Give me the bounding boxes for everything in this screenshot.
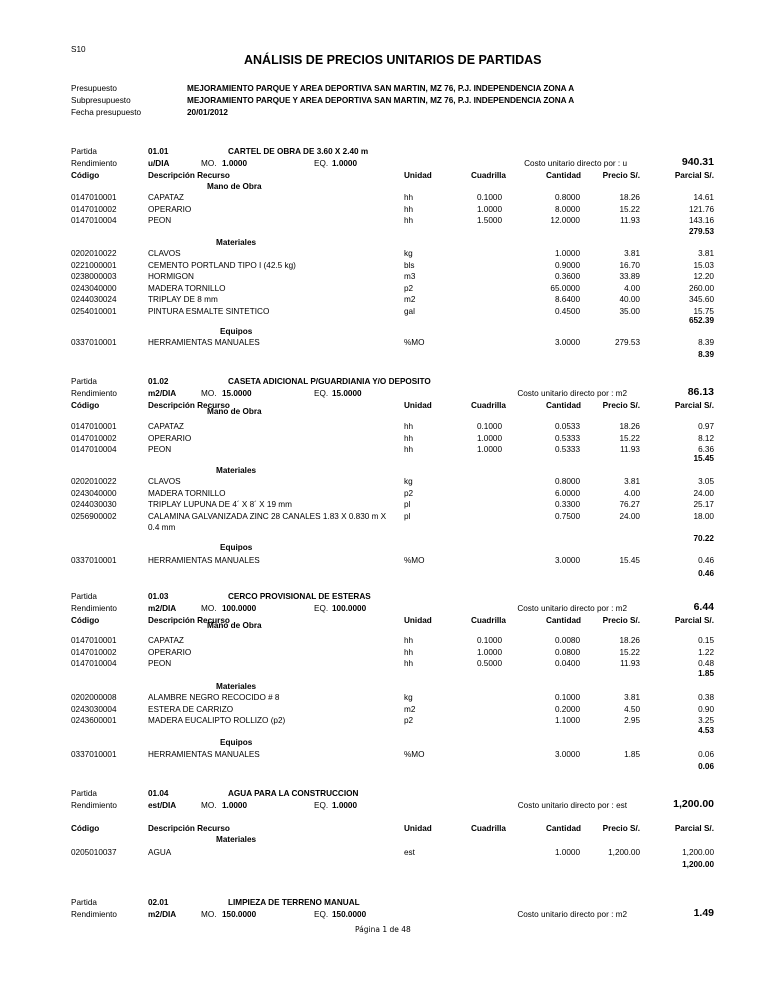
mo-label: MO. <box>201 159 217 168</box>
resource-precio: 16.70 <box>619 260 640 270</box>
resource-parcial: 0.48 <box>698 659 714 668</box>
resource-precio: 3.81 <box>624 249 640 258</box>
resource-unit: hh <box>404 433 414 443</box>
mo-value: 100.0000 <box>222 604 257 613</box>
group-heading: Equipos <box>220 327 253 336</box>
mo-label: MO. <box>201 389 217 398</box>
resource-precio: 3.81 <box>624 477 640 486</box>
rendimiento-unit: m2/DIA <box>148 604 177 613</box>
resource-parcial: 260.00 <box>688 283 714 293</box>
column-header-codigo: Código <box>71 616 100 625</box>
resource-precio: 15.22 <box>619 433 640 443</box>
column-header-parcial: Parcial S/. <box>674 616 714 625</box>
resource-cantidad: 0.0800 <box>554 647 580 657</box>
column-header-precio: Precio S/. <box>602 616 640 625</box>
column-header-codigo: Código <box>71 171 100 180</box>
resource-precio: 18.26 <box>619 422 640 431</box>
resource-cantidad: 0.3300 <box>554 500 580 509</box>
resource-parcial: 12.20 <box>693 272 714 281</box>
resource-unit: pl <box>404 500 411 509</box>
resource-description: PEON <box>148 445 172 454</box>
resource-parcial: 25.17 <box>693 500 714 509</box>
resource-description: MADERA EUCALIPTO ROLLIZO (p2) <box>148 716 286 725</box>
resource-cantidad: 0.4500 <box>554 306 580 316</box>
resource-cantidad: 0.5333 <box>554 445 580 454</box>
group-total: 0.46 <box>698 569 714 578</box>
partida-name: CERCO PROVISIONAL DE ESTERAS <box>228 592 371 601</box>
column-header-descripcion: Descripción Recurso <box>148 824 230 833</box>
resource-unit: m2 <box>404 704 416 714</box>
resource-precio: 15.22 <box>619 204 640 214</box>
partida-code: 02.01 <box>148 898 169 907</box>
partida-label: Partida <box>71 898 97 907</box>
resource-code: 0147010002 <box>71 433 117 443</box>
resource-parcial: 121.76 <box>688 204 714 214</box>
column-header-cantidad: Cantidad <box>545 171 581 180</box>
resource-precio: 4.00 <box>624 488 640 498</box>
resource-cantidad: 0.8000 <box>554 193 580 202</box>
resource-code: 0243600001 <box>71 716 117 725</box>
resource-precio: 76.27 <box>619 500 640 509</box>
resource-code: 0337010001 <box>71 556 117 565</box>
resource-description: OPERARIO <box>148 647 192 657</box>
column-header-cuadrilla: Cuadrilla <box>470 401 506 410</box>
group-total: 279.53 <box>688 227 714 236</box>
resource-parcial: 3.05 <box>698 477 714 486</box>
resource-parcial: 8.12 <box>698 433 714 443</box>
resource-cantidad: 8.0000 <box>554 204 580 214</box>
eq-label: EQ. <box>314 801 329 810</box>
resource-cantidad: 6.0000 <box>554 488 580 498</box>
resource-code: 0202000008 <box>71 693 117 702</box>
resource-description: HERRAMIENTAS MANUALES <box>148 750 260 759</box>
column-header-cantidad: Cantidad <box>545 824 581 833</box>
resource-cantidad: 0.8000 <box>554 477 580 486</box>
costo-unitario-label: Costo unitario directo por : m2 <box>517 389 627 398</box>
partida-label: Partida <box>71 147 97 156</box>
column-header-cantidad: Cantidad <box>545 616 581 625</box>
resource-code: 0221000001 <box>71 260 117 270</box>
resource-cantidad: 1.0000 <box>554 848 580 857</box>
resource-cantidad: 0.5333 <box>554 433 580 443</box>
partida-code: 01.01 <box>148 147 169 156</box>
resource-code: 0147010002 <box>71 647 117 657</box>
resource-cantidad: 1.1000 <box>554 716 580 725</box>
mo-label: MO. <box>201 910 217 919</box>
group-heading: Materiales <box>216 682 257 691</box>
resource-description: AGUA <box>148 848 172 857</box>
resource-description: CEMENTO PORTLAND TIPO I (42.5 kg) <box>148 260 296 270</box>
resource-description: CALAMINA GALVANIZADA ZINC 28 CANALES 1.83 X 0.830 m X <box>148 511 387 521</box>
resource-cuadrilla: 1.0000 <box>476 433 502 443</box>
resource-code: 0243030004 <box>71 704 117 714</box>
resource-parcial: 24.00 <box>693 488 714 498</box>
column-header-parcial: Parcial S/. <box>674 171 714 180</box>
resource-cantidad: 0.2000 <box>554 704 580 714</box>
report-code: S10 <box>71 45 86 54</box>
rendimiento-label: Rendimiento <box>71 389 117 398</box>
group-total: 1,200.00 <box>682 860 714 869</box>
presupuesto-label: Presupuesto <box>71 84 117 93</box>
group-heading: Equipos <box>220 543 253 552</box>
resource-unit: hh <box>404 647 414 657</box>
resource-unit: kg <box>404 693 413 702</box>
resource-code: 0337010001 <box>71 338 117 347</box>
resource-description: PEON <box>148 216 172 225</box>
resource-parcial: 0.46 <box>698 556 714 565</box>
resource-unit: hh <box>404 422 414 431</box>
group-total: 70.22 <box>693 534 714 543</box>
costo-unitario-value: 1,200.00 <box>673 798 714 810</box>
resource-unit: hh <box>404 445 414 454</box>
resource-cuadrilla: 1.0000 <box>476 204 502 214</box>
resource-cuadrilla: 0.1000 <box>476 636 502 645</box>
resource-precio: 18.26 <box>619 193 640 202</box>
resource-cantidad: 0.9000 <box>554 260 580 270</box>
column-header-unidad: Unidad <box>404 171 432 180</box>
resource-unit: bls <box>404 260 415 270</box>
resource-precio: 24.00 <box>619 511 640 521</box>
costo-unitario-label: Costo unitario directo por : u <box>524 159 627 168</box>
partida-name: CARTEL DE OBRA DE 3.60 X 2.40 m <box>228 147 369 156</box>
eq-value: 1.0000 <box>332 801 358 810</box>
resource-cantidad: 1.0000 <box>554 249 580 258</box>
fecha-value: 20/01/2012 <box>187 108 228 117</box>
resource-code: 0202010022 <box>71 249 117 258</box>
resource-parcial: 15.75 <box>693 306 714 316</box>
eq-label: EQ. <box>314 389 329 398</box>
group-heading: Mano de Obra <box>207 407 262 416</box>
resource-precio: 1,200.00 <box>608 848 640 857</box>
resource-unit: hh <box>404 216 414 225</box>
group-heading: Mano de Obra <box>207 182 262 191</box>
resource-cantidad: 12.0000 <box>550 216 580 225</box>
resource-precio: 4.00 <box>624 283 640 293</box>
resource-unit: hh <box>404 193 414 202</box>
subpresupuesto-label: Subpresupuesto <box>71 96 131 105</box>
resource-parcial: 6.36 <box>698 445 714 454</box>
resource-description: MADERA TORNILLO <box>148 283 226 293</box>
resource-unit: p2 <box>404 716 414 725</box>
resource-precio: 35.00 <box>619 306 640 316</box>
resource-unit: kg <box>404 477 413 486</box>
partida-code: 01.02 <box>148 377 169 386</box>
column-header-parcial: Parcial S/. <box>674 824 714 833</box>
resource-description: ALAMBRE NEGRO RECOCIDO # 8 <box>148 693 280 702</box>
rendimiento-unit: m2/DIA <box>148 389 177 398</box>
resource-precio: 11.93 <box>620 216 640 225</box>
resource-cantidad: 3.0000 <box>554 556 580 565</box>
resource-cuadrilla: 0.1000 <box>476 422 502 431</box>
resource-precio: 4.50 <box>624 704 640 714</box>
column-header-precio: Precio S/. <box>602 171 640 180</box>
eq-value: 150.0000 <box>332 910 367 919</box>
mo-value: 15.0000 <box>222 389 252 398</box>
resource-description: TRIPLAY LUPUNA DE 4´ X 8´ X 19 mm <box>148 500 292 509</box>
rendimiento-unit: m2/DIA <box>148 910 177 919</box>
eq-label: EQ. <box>314 604 329 613</box>
group-total: 4.53 <box>698 726 714 735</box>
resource-description: CLAVOS <box>148 477 181 486</box>
costo-unitario-value: 940.31 <box>681 156 714 168</box>
group-heading: Equipos <box>220 738 253 747</box>
page-title: ANÁLISIS DE PRECIOS UNITARIOS DE PARTIDAS <box>244 53 542 67</box>
resource-cantidad: 8.6400 <box>554 295 580 304</box>
resource-cuadrilla: 0.1000 <box>476 193 502 202</box>
resource-code: 0147010004 <box>71 659 117 668</box>
resource-cantidad: 3.0000 <box>554 338 580 347</box>
resource-description: OPERARIO <box>148 433 192 443</box>
resource-parcial: 1,200.00 <box>682 848 714 857</box>
column-header-cantidad: Cantidad <box>545 401 581 410</box>
resource-precio: 11.93 <box>620 445 640 454</box>
column-header-cuadrilla: Cuadrilla <box>470 824 506 833</box>
group-total: 8.39 <box>698 350 714 359</box>
column-header-descripcion: Descripción Recurso <box>148 171 230 180</box>
resource-cuadrilla: 1.5000 <box>476 216 502 225</box>
resource-description: PEON <box>148 659 172 668</box>
partida-label: Partida <box>71 789 97 798</box>
resource-description: TRIPLAY DE 8 mm <box>148 295 218 304</box>
resource-description: HORMIGON <box>148 272 194 281</box>
eq-value: 100.0000 <box>332 604 367 613</box>
resource-parcial: 3.81 <box>698 249 714 258</box>
partida-code: 01.03 <box>148 592 169 601</box>
resource-code: 0337010001 <box>71 750 117 759</box>
column-header-unidad: Unidad <box>404 616 432 625</box>
resource-cantidad: 3.0000 <box>554 750 580 759</box>
resource-parcial: 14.61 <box>693 193 714 202</box>
resource-precio: 2.95 <box>624 716 640 725</box>
resource-code: 0243040000 <box>71 488 117 498</box>
resource-code: 0147010001 <box>71 636 117 645</box>
resource-unit: %MO <box>404 556 425 565</box>
resource-code: 0243040000 <box>71 283 117 293</box>
rendimiento-unit: est/DIA <box>148 801 177 810</box>
resource-cuadrilla: 1.0000 <box>476 647 502 657</box>
resource-precio: 1.85 <box>624 750 640 759</box>
resource-unit: hh <box>404 659 414 668</box>
rendimiento-unit: u/DIA <box>148 159 170 168</box>
resource-cantidad: 0.3600 <box>554 272 580 281</box>
resource-code: 0147010001 <box>71 193 117 202</box>
column-header-precio: Precio S/. <box>602 401 640 410</box>
column-header-descripcion: Descripción Recurso <box>148 401 230 410</box>
resource-description: PINTURA ESMALTE SINTETICO <box>148 306 270 316</box>
resource-unit: hh <box>404 636 414 645</box>
resource-unit: hh <box>404 204 414 214</box>
resource-parcial: 143.16 <box>688 216 714 225</box>
column-header-unidad: Unidad <box>404 824 432 833</box>
resource-cantidad: 65.0000 <box>550 283 580 293</box>
resource-code: 0202010022 <box>71 477 117 486</box>
resource-precio: 40.00 <box>619 295 640 304</box>
costo-unitario-label: Costo unitario directo por : est <box>517 801 627 810</box>
resource-unit: pl <box>404 511 411 521</box>
resource-code: 0147010004 <box>71 216 117 225</box>
resource-cuadrilla: 0.5000 <box>476 659 502 668</box>
resource-parcial: 0.97 <box>698 422 714 431</box>
rendimiento-label: Rendimiento <box>71 159 117 168</box>
mo-value: 1.0000 <box>222 159 248 168</box>
column-header-unidad: Unidad <box>404 401 432 410</box>
resource-parcial: 345.60 <box>688 295 714 304</box>
resource-description-cont: 0.4 mm <box>148 522 176 532</box>
resource-parcial: 3.25 <box>698 716 714 725</box>
resource-description: HERRAMIENTAS MANUALES <box>148 556 260 565</box>
group-heading: Materiales <box>216 238 257 247</box>
resource-code: 0244030024 <box>71 295 117 304</box>
resource-parcial: 0.06 <box>698 750 714 759</box>
resource-unit: p2 <box>404 283 414 293</box>
column-header-parcial: Parcial S/. <box>674 401 714 410</box>
resource-parcial: 1.22 <box>698 647 714 657</box>
costo-unitario-value: 6.44 <box>693 601 714 613</box>
column-header-descripcion: Descripción Recurso <box>148 616 230 625</box>
resource-unit: m2 <box>404 295 416 304</box>
resource-parcial: 8.39 <box>698 338 714 347</box>
resource-description: ESTERA DE CARRIZO <box>148 704 234 714</box>
resource-code: 0244030030 <box>71 500 117 509</box>
resource-precio: 33.89 <box>619 272 640 281</box>
costo-unitario-label: Costo unitario directo por : m2 <box>517 604 627 613</box>
column-header-codigo: Código <box>71 401 100 410</box>
resource-code: 0238000003 <box>71 272 117 281</box>
column-header-cuadrilla: Cuadrilla <box>470 616 506 625</box>
resource-precio: 18.26 <box>619 636 640 645</box>
resource-unit: %MO <box>404 338 425 347</box>
resource-unit: m3 <box>404 272 416 281</box>
page-number: Página 1 de 48 <box>355 925 411 934</box>
column-header-precio: Precio S/. <box>602 824 640 833</box>
resource-description: CAPATAZ <box>148 422 184 431</box>
resource-parcial: 18.00 <box>693 511 714 521</box>
group-total: 652.39 <box>688 316 714 325</box>
resource-precio: 15.22 <box>619 647 640 657</box>
mo-value: 150.0000 <box>222 910 257 919</box>
resource-cantidad: 0.0400 <box>554 659 580 668</box>
eq-value: 1.0000 <box>332 159 358 168</box>
resource-precio: 11.93 <box>620 659 640 668</box>
costo-unitario-label: Costo unitario directo por : m2 <box>517 910 627 919</box>
partida-label: Partida <box>71 377 97 386</box>
resource-description: CAPATAZ <box>148 193 184 202</box>
group-heading: Materiales <box>216 466 257 475</box>
resource-description: CLAVOS <box>148 249 181 258</box>
group-heading: Mano de Obra <box>207 621 262 630</box>
mo-value: 1.0000 <box>222 801 248 810</box>
mo-label: MO. <box>201 604 217 613</box>
resource-parcial: 0.38 <box>698 693 714 702</box>
partida-name: LIMPIEZA DE TERRENO MANUAL <box>228 898 360 907</box>
resource-cuadrilla: 1.0000 <box>476 445 502 454</box>
eq-value: 15.0000 <box>332 389 362 398</box>
costo-unitario-value: 1.49 <box>693 907 714 919</box>
group-total: 1.85 <box>698 669 714 678</box>
costo-unitario-value: 86.13 <box>687 386 714 398</box>
resource-description: MADERA TORNILLO <box>148 488 226 498</box>
resource-unit: est <box>404 848 415 857</box>
resource-unit: %MO <box>404 750 425 759</box>
rendimiento-label: Rendimiento <box>71 604 117 613</box>
resource-parcial: 15.03 <box>693 260 714 270</box>
resource-unit: kg <box>404 249 413 258</box>
presupuesto-value: MEJORAMIENTO PARQUE Y AREA DEPORTIVA SAN MARTIN, MZ 76, P.J. INDEPENDENCIA ZONA A <box>187 84 575 93</box>
group-total: 15.45 <box>693 454 714 463</box>
resource-precio: 15.45 <box>619 556 640 565</box>
partida-code: 01.04 <box>148 789 169 798</box>
column-header-codigo: Código <box>71 824 100 833</box>
fecha-label: Fecha presupuesto <box>71 108 142 117</box>
resource-description: CAPATAZ <box>148 636 184 645</box>
resource-description: HERRAMIENTAS MANUALES <box>148 338 260 347</box>
resource-cantidad: 0.0080 <box>554 636 580 645</box>
eq-label: EQ. <box>314 159 329 168</box>
partida-name: CASETA ADICIONAL P/GUARDIANIA Y/O DEPOSITO <box>228 377 431 386</box>
eq-label: EQ. <box>314 910 329 919</box>
resource-cantidad: 0.7500 <box>554 511 580 521</box>
mo-label: MO. <box>201 801 217 810</box>
resource-cantidad: 0.1000 <box>554 693 580 702</box>
partida-name: AGUA PARA LA CONSTRUCCION <box>228 789 359 798</box>
partida-label: Partida <box>71 592 97 601</box>
resource-cantidad: 0.0533 <box>554 422 580 431</box>
subpresupuesto-value: MEJORAMIENTO PARQUE Y AREA DEPORTIVA SAN MARTIN, MZ 76, P.J. INDEPENDENCIA ZONA A <box>187 96 575 105</box>
rendimiento-label: Rendimiento <box>71 910 117 919</box>
resource-code: 0147010004 <box>71 445 117 454</box>
resource-unit: p2 <box>404 488 414 498</box>
resource-precio: 279.53 <box>614 338 640 347</box>
resource-code: 0205010037 <box>71 848 117 857</box>
resource-unit: gal <box>404 306 415 316</box>
rendimiento-label: Rendimiento <box>71 801 117 810</box>
group-heading: Materiales <box>216 835 257 844</box>
resource-parcial: 0.90 <box>698 704 714 714</box>
resource-code: 0254010001 <box>71 306 117 316</box>
resource-description: OPERARIO <box>148 204 192 214</box>
resource-precio: 3.81 <box>624 693 640 702</box>
resource-code: 0256900002 <box>71 511 117 521</box>
resource-code: 0147010001 <box>71 422 117 431</box>
column-header-cuadrilla: Cuadrilla <box>470 171 506 180</box>
resource-parcial: 0.15 <box>698 636 714 645</box>
resource-code: 0147010002 <box>71 204 117 214</box>
group-total: 0.06 <box>698 762 714 771</box>
